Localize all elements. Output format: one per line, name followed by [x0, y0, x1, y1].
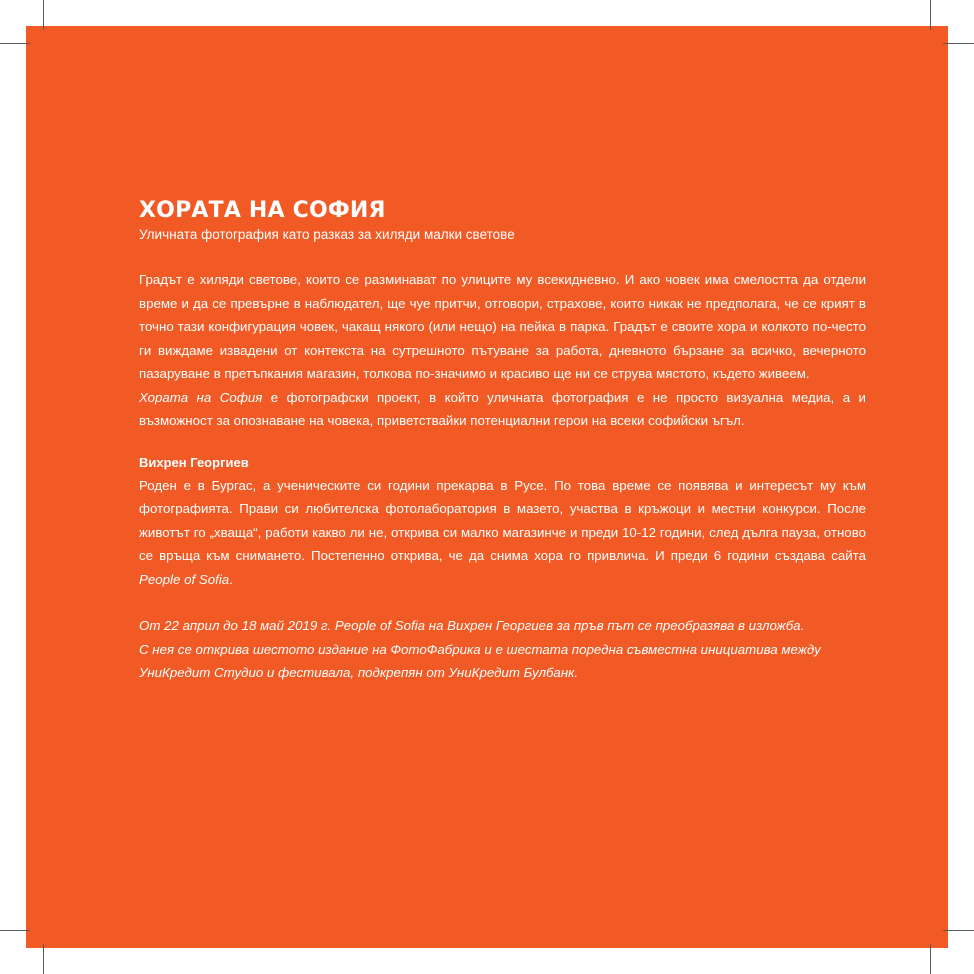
- project-paragraph: [139, 386, 866, 433]
- closing-line: С нея се открива шестото издание на ФотоФабрика и е шестата поредна съвместна инициатива между: [139, 641, 821, 657]
- author-bio-end: .: [229, 571, 233, 587]
- text-content: [139, 197, 866, 685]
- page-title: ХОРАТА НА СОФИЯ: [139, 198, 386, 223]
- closing-note: [139, 614, 866, 685]
- intro-section: [139, 268, 866, 433]
- site-name: People of Sofia: [139, 571, 230, 587]
- crop-mark-top-left-vertical: [43, 0, 44, 30]
- closing-line: От 22 април до 18 май 2019 г. People of Sofia на Вихрен Георгиев за пръв път се преобразява в изложба.: [139, 618, 805, 633]
- intro-paragraph: Градът е хиляди светове, които се разминават по улиците му всекидневно. И ако човек има смелостта да отдели време и да се превърне в наблюдател, ще чуе притчи, отговори, страхове, които никак не предполага, че се крият в точно тази конфигурация човек, чакащ някого (или нещо) на пейка в парка. Градът е своите хора и колкото по-често ги виждаме извадени от контекста на сутрешното пътуване за работа, дневното бързане за всичко, вечерното пазаруване в претъпкания магазин, толкова по-значимо и красиво ще ни се струва мястото, където живеем.: [139, 272, 866, 381]
- page-subtitle: Уличната фотография като разказ за хиляди малки светове: [139, 227, 515, 242]
- author-name: Вихрен Георгиев: [139, 454, 249, 470]
- project-description: е фотографски проект, в който уличната фотография е не просто визуална медиа, а и възможност за опознаване на човека, приветствайки потенциални герои на всеки софийски ъгъл.: [139, 389, 866, 428]
- crop-mark-bottom-right-horizontal: [943, 930, 974, 931]
- crop-mark-bottom-left-horizontal: [0, 930, 30, 931]
- crop-mark-top-left-horizontal: [0, 43, 30, 44]
- author-bio: [139, 474, 866, 592]
- crop-mark-bottom-left-vertical: [43, 944, 44, 974]
- author-bio-text: Роден е в Бургас, а ученическите си години прекарва в Русе. По това време се появява и интересът му към фотографията. Прави си любителска фотолаборатория в мазето, участва в кръжоци и местни конкурси. После животът го „хваща“, работи какво ли не, открива си малко магазинче и преди 10-12 години, след дълга пауза, отново се връща към снимането. Постепенно открива, че да снима хора го привлича. И преди 6 години създава сайта: [139, 477, 866, 563]
- crop-mark-bottom-right-vertical: [930, 944, 931, 974]
- crop-mark-top-right-horizontal: [943, 43, 974, 44]
- project-name: Хората на София: [139, 389, 263, 405]
- crop-mark-top-right-vertical: [930, 0, 931, 30]
- closing-line: УниКредит Студио и фестивала, подкрепян от УниКредит Булбанк.: [139, 665, 579, 680]
